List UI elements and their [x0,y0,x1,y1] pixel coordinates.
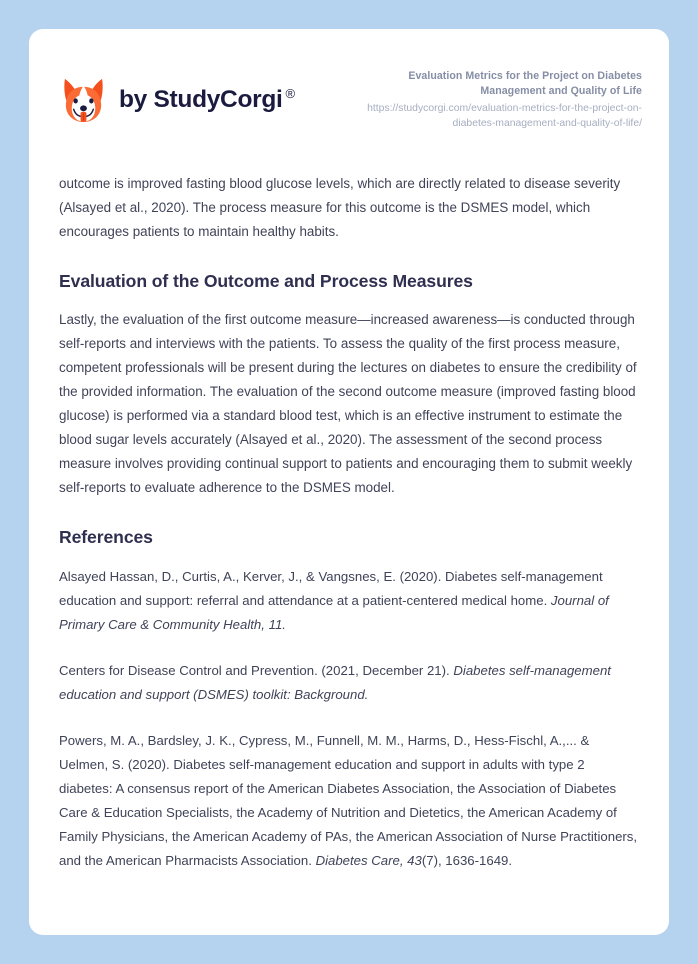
document-body [29,172,669,874]
header-meta [342,67,642,132]
brand-wordmark-text: by StudyCorgi [119,85,283,113]
reference-lead: Powers, M. A., Bardsley, J. K., Cypress, M., Funnell, M. M., Harms, D., Hess-Fischl, A.,... & Uelmen, S. (2020). Diabetes self-management education and support in adults with type 2 diabetes: A consensus report of the American Diabetes Association, the Association of Diabetes Care & Education Specialists, the Academy of Nutrition and Dietetics, the American Academy of Family Physicians, the American Academy of PAs, the American Association of Nurse Practitioners, and the American Pharmacists Association. [59,733,638,869]
document-source-url[interactable]: https://studycorgi.com/evaluation-metrics-for-the-project-on-diabetes-management-and-quality-of-life/ [367,103,642,129]
reference-italic: Diabetes self-management education and support (DSMES) toolkit: Background. [59,663,611,703]
section-paragraph: Lastly, the evaluation of the first outcome measure—increased awareness—is conducted through self-reports and interviews with the patients. To assess the quality of the first process measure, competent professionals will be present during the lectures on diabetes to ensure the credibility of the provided information. The evaluation of the second outcome measure (improved fasting blood glucose) is performed via a standard blood test, which is an effective instrument to estimate the blood sugar levels accurately (Alsayed et al., 2020). The assessment of the second process measure involves providing continual support to patients and encouraging them to submit weekly self-reports to evaluate adherence to the DSMES model. [59,312,637,496]
studycorgi-brand[interactable] [59,67,295,124]
intro-paragraph: outcome is improved fasting blood glucose levels, which are directly related to disease severity (Alsayed et al., 2020). The process measure for this outcome is the DSMES model, which encourages patients to maintain healthy habits. [59,175,621,239]
reference-italic: Journal of Primary Care & Community Health, 11. [59,593,609,633]
document-header [29,29,669,132]
reference-item [59,565,638,637]
document-title: Evaluation Metrics for the Project on Diabetes Management and Quality of Life [408,70,642,98]
brand-wordmark [119,87,295,113]
reference-lead: Centers for Disease Control and Prevention. (2021, December 21). [59,663,454,679]
document-page-card [29,29,669,935]
reference-tail: (7), 1636-1649. [421,853,513,869]
reference-item [59,659,638,707]
section-heading-evaluation: Evaluation of the Outcome and Process Measures [59,270,473,291]
corgi-logo-icon [59,75,108,124]
reference-lead: Alsayed Hassan, D., Curtis, A., Kerver, J., & Vangsnes, E. (2020). Diabetes self-management education and support: referral and attendance at a patient-centered medical home. [59,569,603,609]
registered-trademark-icon: ® [285,85,295,101]
reference-italic: Diabetes Care, 43 [315,853,422,869]
reference-item [59,729,638,873]
section-heading-references: References [59,527,153,548]
